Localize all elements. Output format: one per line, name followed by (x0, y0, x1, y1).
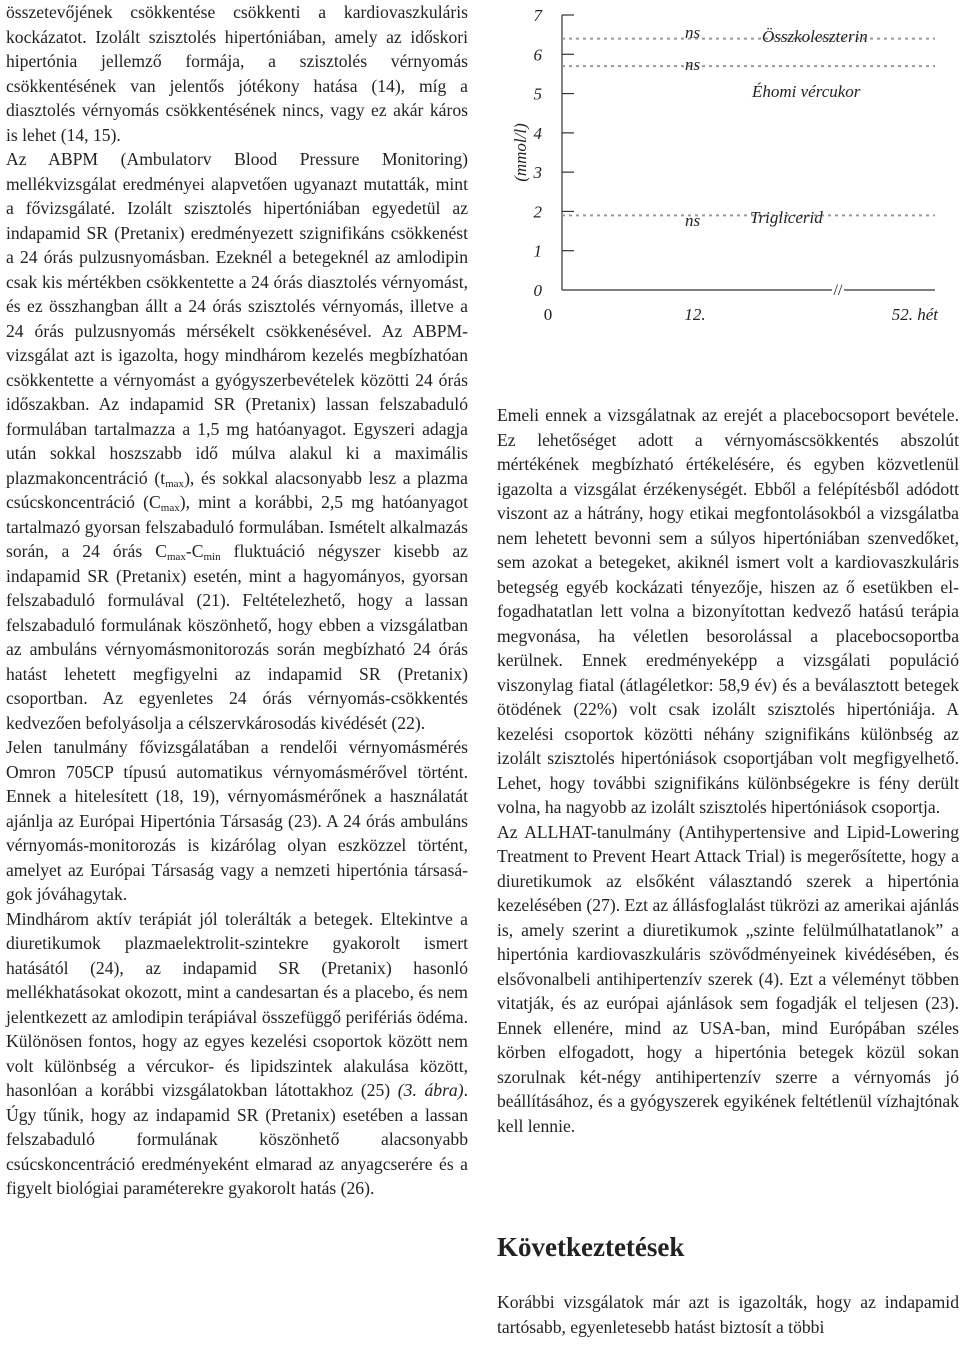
subscript-min: min (203, 551, 221, 563)
significance-label: ns (685, 55, 701, 74)
right-column (497, 403, 959, 1138)
paragraph-omron: Jelen tanulmány fővizsgálatában a rendelői vérnyomásmérés Omron 705CP típusú automatikus vérnyomásmérővel történt. Ennek a hitelesített (18, 19), vérnyomásmérőnek a használatát ajánlja az Európai Hipertónia Társaság (23). A 24 órás ambuláns vérnyomás-monitorozás is kizárólag olyan eszközzel történt, amelyet az Európai Társaság vagy a nemzeti hipertónia társaságok jóváhagytak. (6, 737, 468, 904)
tolerance-text-2: . Úgy tűnik, hogy az indapamid SR (Pretanix) esetében a lassan felszabaduló formulának köszönhető alacsonyabb csúcskoncentráció eredményeként elmarad az anyagcserére és a figyelt biológiai paraméterekre gyakorolt hatás (26). (6, 1080, 468, 1198)
significance-label: ns (685, 23, 701, 42)
y-tick-label: 4 (533, 123, 542, 143)
abpm-text-1: Az ABPM (Ambulatorv Blood Pressure Monitoring) mellékvizsgálat eredményei alapvetően ugyanazt mutatták, mint a fővizsgálaté. Izolált szisztolés hipertóniában egyedetül az indapamid SR (Pretanix) eredményezett szignifikáns csökkenést a 24 órás pulzusnyomásban. Ezeknél a betegeknél az amlodipin csak kis mértékben csökkentette a 24 órás diasztolés vérnyomást, és ez összhangban állt a 24 órás szisztolés vérnyomás, illetve a 24 órás pulzusnyomás mérsékelt csökkenésével. Az ABPM-vizsgálat azt is igazolta, hogy mindhárom kezelés megbízhatóan csökkentette a vérnyomást a gyógyszerbevételek közötti 24 órás időszakban. Az indapamid SR (Pretanix) lassan felszabaduló formulában tartalmazza a 1,5 mg hatóanyagot. Egyszeri adagja után sokkal hoszszabb idő múlva alakul ki a maximális plazmakoncentráció (t (6, 149, 468, 488)
y-tick-label: 2 (533, 202, 542, 222)
paragraph-intro: összetevőjének csökkentése csökkenti a kardiovaszkuláris kockázatot. Izolált szisztolés hipertóniában, amely az időskori hipertónia jellemző formája, a szisztolés vérnyomás csökkentésének van jelentős jótékony hatása (14), míg a diasztolés vérnyomás csökkentésének nincs, vagy ez akár káros is lehet (14, 15). (6, 2, 468, 145)
abpm-text-3: ), mint a korábbi, 2,5 mg hatóanyagot tartalmazó gyorsan felszabaduló formulában. Ismételt alkalmazás során, a 24 órás C (6, 492, 468, 561)
left-column (6, 0, 468, 1201)
paragraph-conclusions: Korábbi vizsgálatok már azt is igazolták, hogy az indapamid tartósabb, egyenletesebb hatást biztosít a többi (497, 1292, 959, 1337)
x-tick-label: 52. hét (891, 305, 938, 324)
paragraph-tolerance (6, 907, 468, 1201)
paragraph-allhat: Az ALLHAT-tanulmány (Antihypertensive and Lipid-Lowering Treatment to Prevent Heart Attack Trial) is megerősítette, hogy a diuretikumok az elsőként választandó szerek a hipertónia kezelésében (27). Ezt az állásfoglalást tükrözi az amerikai ajánlás is, amely szerint a diuretikumok „szinte felülmúlhatatlanok” a hipertónia kardiovaszkuláris szövődményeinek kivédésében, és elsővonalbeli antihipertenzív szerek (4). Ezt a véleményt többen vitatják, és az európai ajánlások sem fogadják el teljesen (23). Ennek ellenére, mind az USA-ban, mind Európában széles körben elfogadott, hogy a hipertónia betegek közül sokan szorulnak két-négy antihipertenzív szerre a vérnyomás jó beállításához, és a gyógyszerek egyikének feltétlenül vízhajtónak kell lennie. (497, 821, 959, 1136)
y-tick-label: 6 (533, 45, 542, 65)
series-label: Triglicerid (750, 208, 823, 227)
tolerance-text-1: Mindhárom aktív terápiát jól tolerálták a betegek. Eltekintve a diuretikumok plazmaelektrolit-szintekre gyakorolt ismert hatásától (24), az indapamid SR (Pretanix) hasonló mellékhatásokat okozott, mint a candesartan és a placebo, és nem jelentkezett az amlodipin terápiával összefüggő perifériás ödéma. Különösen fontos, hogy az egyes kezelési csoportok között nem volt különbség a vércukor- és lipidszintek alakulása között, hasonlóan a korábbi vizsgálatokban látottakhoz (25) (6, 908, 468, 1100)
abpm-text-2: ), és sokkal alacsonyabb lesz a plazma csúcskoncentráció (C (6, 467, 468, 512)
paragraph-abpm (6, 147, 468, 735)
abpm-text-5: fluktuáció négyszer kisebb az indapamid SR (Pretanix) esetén, mint a hagyományos, gyorsan felszabaduló formulával (21). Feltételezhető, hogy a lassan felszabaduló formulának köszönhető, hogy ebben a vizsgálatban az ambuláns vérnyomásmonitorozás során megbízható 24 órás hatást lehetett megfigyelni az indapamid SR (Pretanix) csoportban. Az egyenletes 24 órás vérnyomás-csökkentés kedvezően befolyásolja a célszervkárosodás kivédését (22). (6, 541, 468, 733)
y-tick-label: 1 (533, 241, 542, 261)
figure-reference: (3. ábra) (390, 1080, 464, 1100)
y-tick-label: 5 (533, 84, 542, 104)
axis-break-mark: // (833, 282, 843, 299)
x-tick-label: 12. (684, 305, 706, 324)
y-axis-label: (mmol/l) (511, 123, 530, 182)
subscript-max-3: max (166, 551, 186, 563)
y-tick-label: 3 (533, 163, 542, 183)
x-tick-label: 0 (543, 305, 553, 324)
significance-label: ns (685, 211, 701, 230)
subscript-max-2: max (160, 502, 180, 514)
abpm-text-4: -C (185, 541, 204, 561)
y-tick-label: 7 (533, 6, 542, 25)
lipid-glucose-chart (490, 0, 960, 330)
paragraph-placebo: Emeli ennek a vizsgálatnak az erejét a placebocsoport bevétele. Ez lehetőséget adott a vérnyomáscsökkentés abszolút mértékének megbízható értékelésére, és egyben közvetlenül igazolta a vizsgálat érzékenységét. Ebből a felépítésből adódott viszont az a hátrány, hogy etikai megfontolásokból a vizsgálatba nem lehetett bevonni sem a súlyos hipertóniában szenvedőket, sem azokat a betegeket, akiknél ismert volt a kardiovaszkuláris betegség egyéb kockázati tényezője, hiszen az ő esetükben elfogadhatatlan lett volna a bizonyítottan kedvező hatású terápia megvonása, ha véletlen besorolással a placebocsoportba kerülnek. Ennek eredményeképp a vizsgálati populáció viszonylag fiatal (átlagéletkor: 58,9 év) és a beválasztott betegek ötödének (22%) volt csak izolált szisztolés hipertóniája. A kezelési csoportok közötti néhány szignifikáns különbség az izolált szisztolés hipertóniások csoportjában volt megfigyelhető. Lehet, hogy további szignifikáns különbségekre is fény derült volna, ha nagyobb az izolált szisztolés hipertóniások csoportja. (497, 405, 959, 817)
subscript-max-1: max (165, 477, 185, 490)
section-heading-conclusions: Következtetések (497, 1232, 685, 1262)
y-tick-label: 0 (533, 281, 542, 300)
series-label: Éhomi vércukor (752, 82, 861, 101)
series-label: Összkoleszterin (762, 27, 868, 46)
